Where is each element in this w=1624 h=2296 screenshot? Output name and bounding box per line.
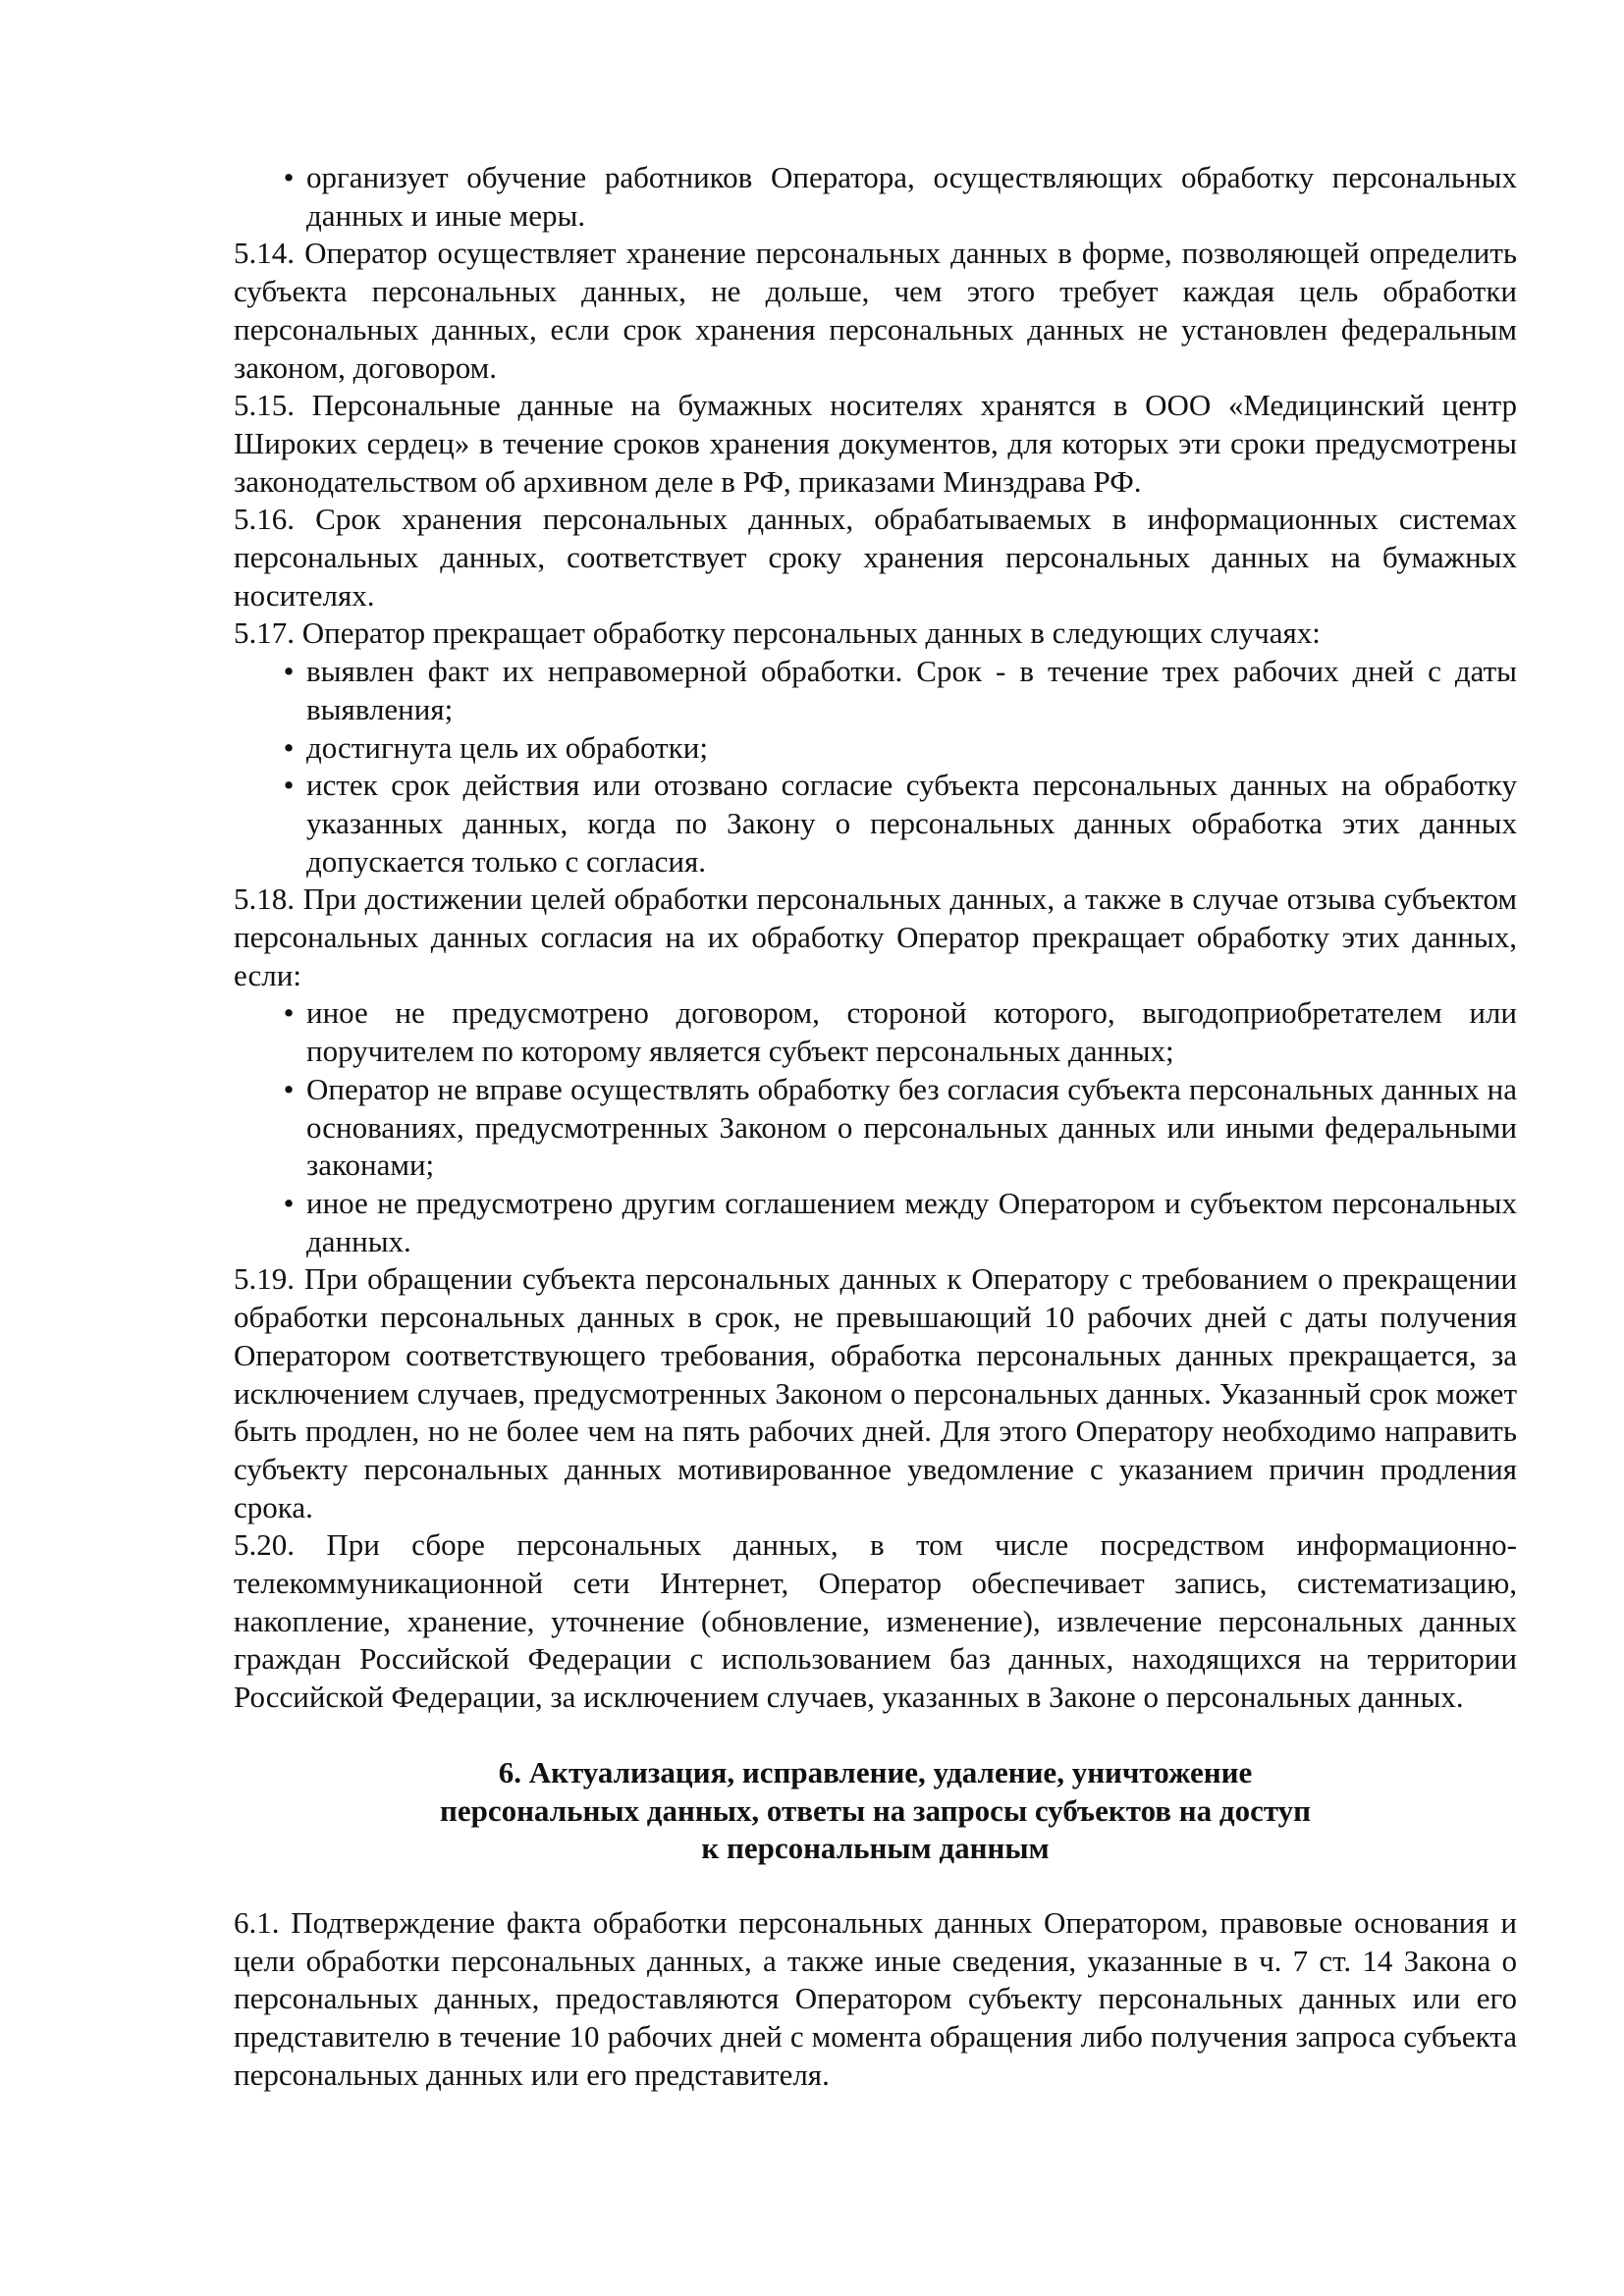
paragraph-5-17: 5.17. Оператор прекращает обработку персональных данных в следующих случаях: [234, 615, 1321, 651]
list-item [234, 1071, 1517, 1185]
bullet-icon: • [283, 1071, 295, 1106]
paragraph-5-14: 5.14. Оператор осуществляет хранение персональных данных в форме, позволяющей определить субъекта персональных данных, не дольше, чем этого требует каждая цель обработки персональных данных, если срок хранения персональных данных не установлен федеральным законом, договором. [234, 236, 1517, 385]
list-item-text: организует обучение работников Оператора, осуществляющих обработку персональных данных и иные меры. [306, 160, 1517, 233]
bullet-icon: • [283, 654, 295, 689]
list-item-text: истек срок действия или отозвано согласие субъекта персональных данных на обработку указанных данных, когда по Закону о персональных данных обработка этих данных допускается только с согласия. [306, 768, 1517, 879]
paragraph-5-15: 5.15. Персональные данные на бумажных носителях хранятся в ООО «Медицинский центр Широких сердец» в течение сроков хранения документов, для которых эти сроки предусмотрены законодательством об архивном деле в РФ, приказами Минздрава РФ. [234, 388, 1517, 499]
bullet-icon: • [283, 995, 295, 1031]
list-item-text: иное не предусмотрено договором, стороной которого, выгодоприобретателем или поручителем по которому является субъект персональных данных; [306, 995, 1517, 1069]
list-item-text: Оператор не вправе осуществлять обработку без согласия субъекта персональных данных на основаниях, предусмотренных Законом о персональных данных или иными федеральными законами; [306, 1071, 1517, 1183]
bullet-icon: • [283, 768, 295, 803]
bullet-list-top [234, 159, 1517, 235]
paragraph-5-20: 5.20. При сборе персональных данных, в том числе посредством информационно-телекоммуникационной сети Интернет, Оператор обеспечивает запись, систематизацию, накопление, хранение, уточнение (обновление, изменение), извлечение персональных данных граждан Российской Федерации с использованием баз данных, находящихся на территории Российской Федерации, за исключением случаев, указанных в Законе о персональных данных. [234, 1527, 1517, 1715]
paragraph-5-16: 5.16. Срок хранения персональных данных, обрабатываемых в информационных системах персональных данных, соответствует сроку хранения персональных данных на бумажных носителях. [234, 502, 1517, 613]
section-6-heading-line-3: к персональным данным [701, 1831, 1050, 1866]
list-item-text: достигнута цель их обработки; [306, 729, 708, 765]
list-item [234, 159, 1517, 235]
bullet-list-5-17 [234, 653, 1517, 881]
bullet-icon: • [283, 729, 295, 765]
bullet-list-5-18 [234, 994, 1517, 1260]
list-item [234, 767, 1517, 881]
section-6-heading-line-1: 6. Актуализация, исправление, удаление, уничтожение [498, 1754, 1253, 1789]
paragraph-5-18: 5.18. При достижении целей обработки персональных данных, а также в случае отзыва субъектом персональных данных согласия на их обработку Оператор прекращает обработку этих данных, если: [234, 881, 1517, 992]
section-6-heading-line-2: персональных данных, ответы на запросы субъектов на доступ [439, 1792, 1312, 1828]
list-item [234, 1185, 1517, 1260]
paragraph-6-1: 6.1. Подтверждение факта обработки персональных данных Оператором, правовые основания и цели обработки персональных данных, а также иные сведения, указанные в ч. 7 ст. 14 Закона о персональных данных, предоставляются Оператором субъекту персональных данных или его представителю в течение 10 рабочих дней с момента обращения либо получения запроса субъекта персональных данных или его представителя. [234, 1904, 1517, 2092]
paragraph-5-19: 5.19. При обращении субъекта персональных данных к Оператору с требованием о прекращении обработки персональных данных в срок, не превышающий 10 рабочих дней с даты получения Оператором соответствующего требования, обработка персональных данных прекращается, за исключением случаев, предусмотренных Законом о персональных данных. Указанный срок может быть продлен, но не более чем на пять рабочих дней. Для этого Оператору необходимо направить субъекту персональных данных мотивированное уведомление с указанием причин продления срока. [234, 1261, 1517, 1524]
list-item-text: иное не предусмотрено другим соглашением между Оператором и субъектом персональных данных. [306, 1185, 1517, 1258]
list-item [234, 994, 1517, 1070]
list-item [234, 653, 1517, 728]
bullet-icon: • [283, 160, 295, 194]
list-item-text: выявлен факт их неправомерной обработки. Срок - в течение трех рабочих дней с даты выявления; [306, 654, 1517, 726]
section-6-heading [234, 1754, 1517, 1868]
list-item [234, 729, 1517, 768]
document-page [234, 159, 1517, 2094]
bullet-icon: • [283, 1185, 295, 1220]
